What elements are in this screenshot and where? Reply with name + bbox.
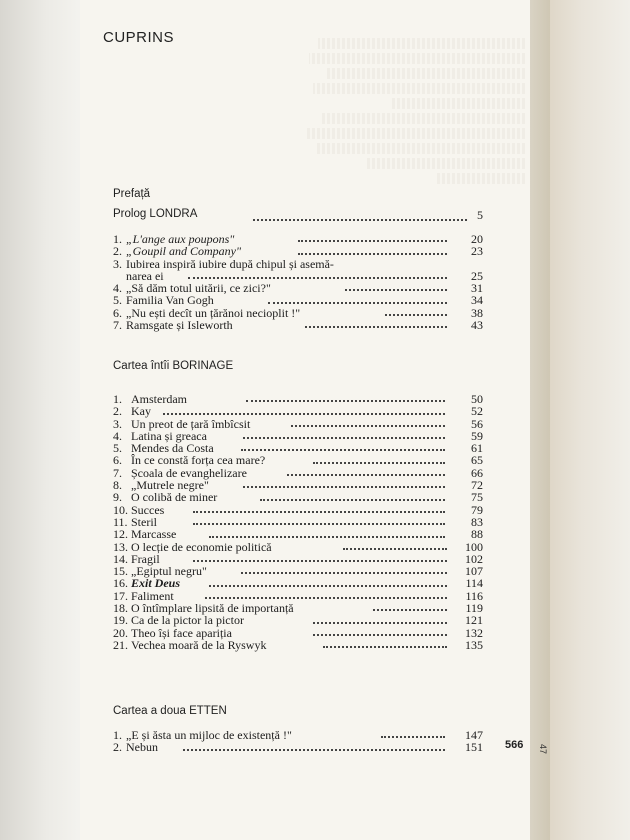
book2-chapter-list <box>113 729 483 754</box>
leader-dots <box>209 585 447 587</box>
leader-dots <box>291 425 445 427</box>
chapter-title: Mendes da Costa <box>131 441 214 456</box>
chapter-number: 20. <box>113 625 128 640</box>
chapter-number: 1. <box>113 728 122 742</box>
chapter-page: 72 <box>471 478 483 493</box>
next-page-edge <box>530 0 550 840</box>
leader-dots <box>287 474 445 476</box>
chapter-title: Exit Deus <box>131 576 181 591</box>
leader-dots <box>385 314 447 316</box>
leader-dots <box>313 622 447 624</box>
book1-chapter-list <box>113 393 483 651</box>
leader-dots <box>183 749 445 751</box>
chapter-page: 59 <box>471 428 483 443</box>
chapter-number: 13. <box>113 539 128 554</box>
spine-number: 47 <box>538 743 549 755</box>
chapter-page: 151 <box>465 740 483 755</box>
chapter-page: 66 <box>471 465 483 480</box>
leader-dots <box>381 736 445 738</box>
page-number: 566 <box>505 739 524 751</box>
leader-dots <box>163 413 445 415</box>
chapter-title: O întîmplare lipsită de importanță <box>131 601 294 616</box>
chapter-title: Vechea moară de la Ryswyk <box>131 637 267 652</box>
leader-dots <box>193 511 445 513</box>
leader-dots <box>241 572 447 574</box>
chapter-title: Theo își face apariția <box>131 625 232 640</box>
chapter-number: 12. <box>113 527 128 542</box>
leader-dots <box>313 634 447 636</box>
chapter-page: 23 <box>471 244 483 259</box>
chapter-title: Succes <box>131 502 165 517</box>
leader-dots <box>205 597 447 599</box>
chapter-title: Familia Van Gogh <box>126 293 214 308</box>
chapter-number: 8. <box>113 478 122 493</box>
chapter-number: 2. <box>113 740 122 755</box>
chapter-page: 114 <box>465 576 483 591</box>
chapter-page: 20 <box>471 232 483 246</box>
chapter-page: 56 <box>471 416 483 431</box>
prolog-entry <box>113 208 483 224</box>
chapter-page: 100 <box>465 539 483 554</box>
chapter-number: 11. <box>113 514 128 529</box>
chapter-title: Un preot de țară îmbîcsit <box>131 416 251 431</box>
chapter-title: „Mutrele negre" <box>131 478 209 493</box>
chapter-title: Ramsgate și Isleworth <box>126 318 233 333</box>
chapter-number: 21. <box>113 637 128 652</box>
leader-dots <box>260 499 445 501</box>
chapter-page: 25 <box>471 268 483 283</box>
leader-dots <box>188 277 447 279</box>
chapter-number: 3. <box>113 416 122 431</box>
book1-heading: Cartea întîi BORINAGE <box>113 360 234 372</box>
chapter-page: 43 <box>471 318 483 333</box>
toc-entry <box>113 258 483 283</box>
toc-entry <box>113 639 483 651</box>
leader-dots <box>241 449 445 451</box>
page-title: CUPRINS <box>103 29 175 46</box>
chapter-number: 6. <box>113 305 122 320</box>
chapter-number: 3. <box>113 256 122 271</box>
chapter-page: 75 <box>471 490 483 505</box>
leader-dots <box>246 400 445 402</box>
chapter-title: Faliment <box>131 588 174 603</box>
leader-dots <box>313 462 445 464</box>
leader-dots <box>298 240 447 242</box>
chapter-title: Latina și greaca <box>131 428 207 443</box>
prolog-chapter-list <box>113 233 483 331</box>
chapter-page: 135 <box>465 637 483 652</box>
leader-dots <box>209 536 445 538</box>
leader-dots <box>343 548 447 550</box>
chapter-title: Iubirea inspiră iubire după chipul și asemă- <box>126 256 334 271</box>
chapter-number: 2. <box>113 404 122 419</box>
chapter-title: Școala de evanghelizare <box>131 465 247 480</box>
chapter-number: 1. <box>113 232 122 246</box>
chapter-page: 88 <box>471 527 483 542</box>
chapter-page: 147 <box>465 728 483 742</box>
chapter-title: Fragil <box>131 551 160 566</box>
leader-dots <box>298 253 447 255</box>
chapter-title: „Să dăm totul uitării, ce zici?" <box>126 281 271 296</box>
chapter-number: 4. <box>113 281 122 296</box>
chapter-page: 61 <box>471 441 483 456</box>
leader-dots <box>305 326 447 328</box>
prolog-label: Prolog LONDRA <box>113 208 198 220</box>
chapter-number: 5. <box>113 441 122 456</box>
chapter-number: 7. <box>113 465 122 480</box>
chapter-title: „Nu ești decît un țărănoi necioplit !" <box>126 305 301 320</box>
chapter-page: 52 <box>471 404 483 419</box>
toc-entry <box>113 541 483 553</box>
toc-entry <box>113 729 483 741</box>
chapter-title: Nebun <box>126 740 158 755</box>
chapter-number: 17. <box>113 588 128 603</box>
chapter-number: 2. <box>113 244 122 259</box>
chapter-title: „L'ange aux poupons" <box>126 232 235 246</box>
toc-entry <box>113 393 483 405</box>
chapter-page: 50 <box>471 392 483 406</box>
chapter-number: 5. <box>113 293 122 308</box>
chapter-title: O lecție de economie politică <box>131 539 272 554</box>
chapter-number: 4. <box>113 428 122 443</box>
chapter-number: 7. <box>113 318 122 333</box>
chapter-page: 65 <box>471 453 483 468</box>
chapter-number: 19. <box>113 613 128 628</box>
chapter-title: „E și ăsta un mijloc de existență !" <box>126 728 292 742</box>
chapter-title: În ce constă forța cea mare? <box>131 453 266 468</box>
chapter-page: 119 <box>465 601 483 616</box>
bleed-through-text <box>300 38 525 208</box>
prolog-page: 5 <box>477 208 483 222</box>
toc-entry <box>113 741 483 753</box>
leader-dots <box>253 219 467 221</box>
chapter-number: 15. <box>113 564 128 579</box>
chapter-page: 83 <box>471 514 483 529</box>
chapter-title-continuation: narea ei <box>126 268 164 283</box>
leader-dots <box>243 486 445 488</box>
leader-dots <box>323 646 447 648</box>
leader-dots <box>345 289 447 291</box>
toc-entry <box>113 491 483 503</box>
chapter-page: 132 <box>465 625 483 640</box>
chapter-title: „Goupil and Company" <box>126 244 242 259</box>
chapter-page: 31 <box>471 281 483 296</box>
chapter-title: Kay <box>131 404 151 419</box>
chapter-number: 1. <box>113 392 122 406</box>
chapter-page: 79 <box>471 502 483 517</box>
chapter-title: Ca de la pictor la pictor <box>131 613 244 628</box>
chapter-title: O colibă de miner <box>131 490 218 505</box>
chapter-page: 121 <box>465 613 483 628</box>
toc-entry <box>113 319 483 331</box>
chapter-page: 38 <box>471 305 483 320</box>
chapter-title: Amsterdam <box>131 392 187 406</box>
chapter-number: 6. <box>113 453 122 468</box>
chapter-page: 116 <box>465 588 483 603</box>
leader-dots <box>268 302 447 304</box>
chapter-number: 18. <box>113 601 128 616</box>
chapter-title: Steril <box>131 514 157 529</box>
left-gutter <box>0 0 78 840</box>
leader-dots <box>193 523 445 525</box>
leader-dots <box>193 560 447 562</box>
preface-heading: Prefață <box>113 188 151 200</box>
toc-entry <box>113 504 483 516</box>
chapter-page: 102 <box>465 551 483 566</box>
chapter-title: Marcasse <box>131 527 177 542</box>
chapter-title: „Egiptul negru" <box>131 564 207 579</box>
leader-dots <box>373 609 447 611</box>
chapter-page: 34 <box>471 293 483 308</box>
chapter-number: 9. <box>113 490 122 505</box>
chapter-number: 14. <box>113 551 128 566</box>
chapter-number: 10. <box>113 502 128 517</box>
book2-heading: Cartea a doua ETTEN <box>113 705 227 717</box>
chapter-page: 107 <box>465 564 483 579</box>
leader-dots <box>243 437 445 439</box>
chapter-number: 16. <box>113 576 128 591</box>
page-edge-shadow <box>550 0 630 840</box>
